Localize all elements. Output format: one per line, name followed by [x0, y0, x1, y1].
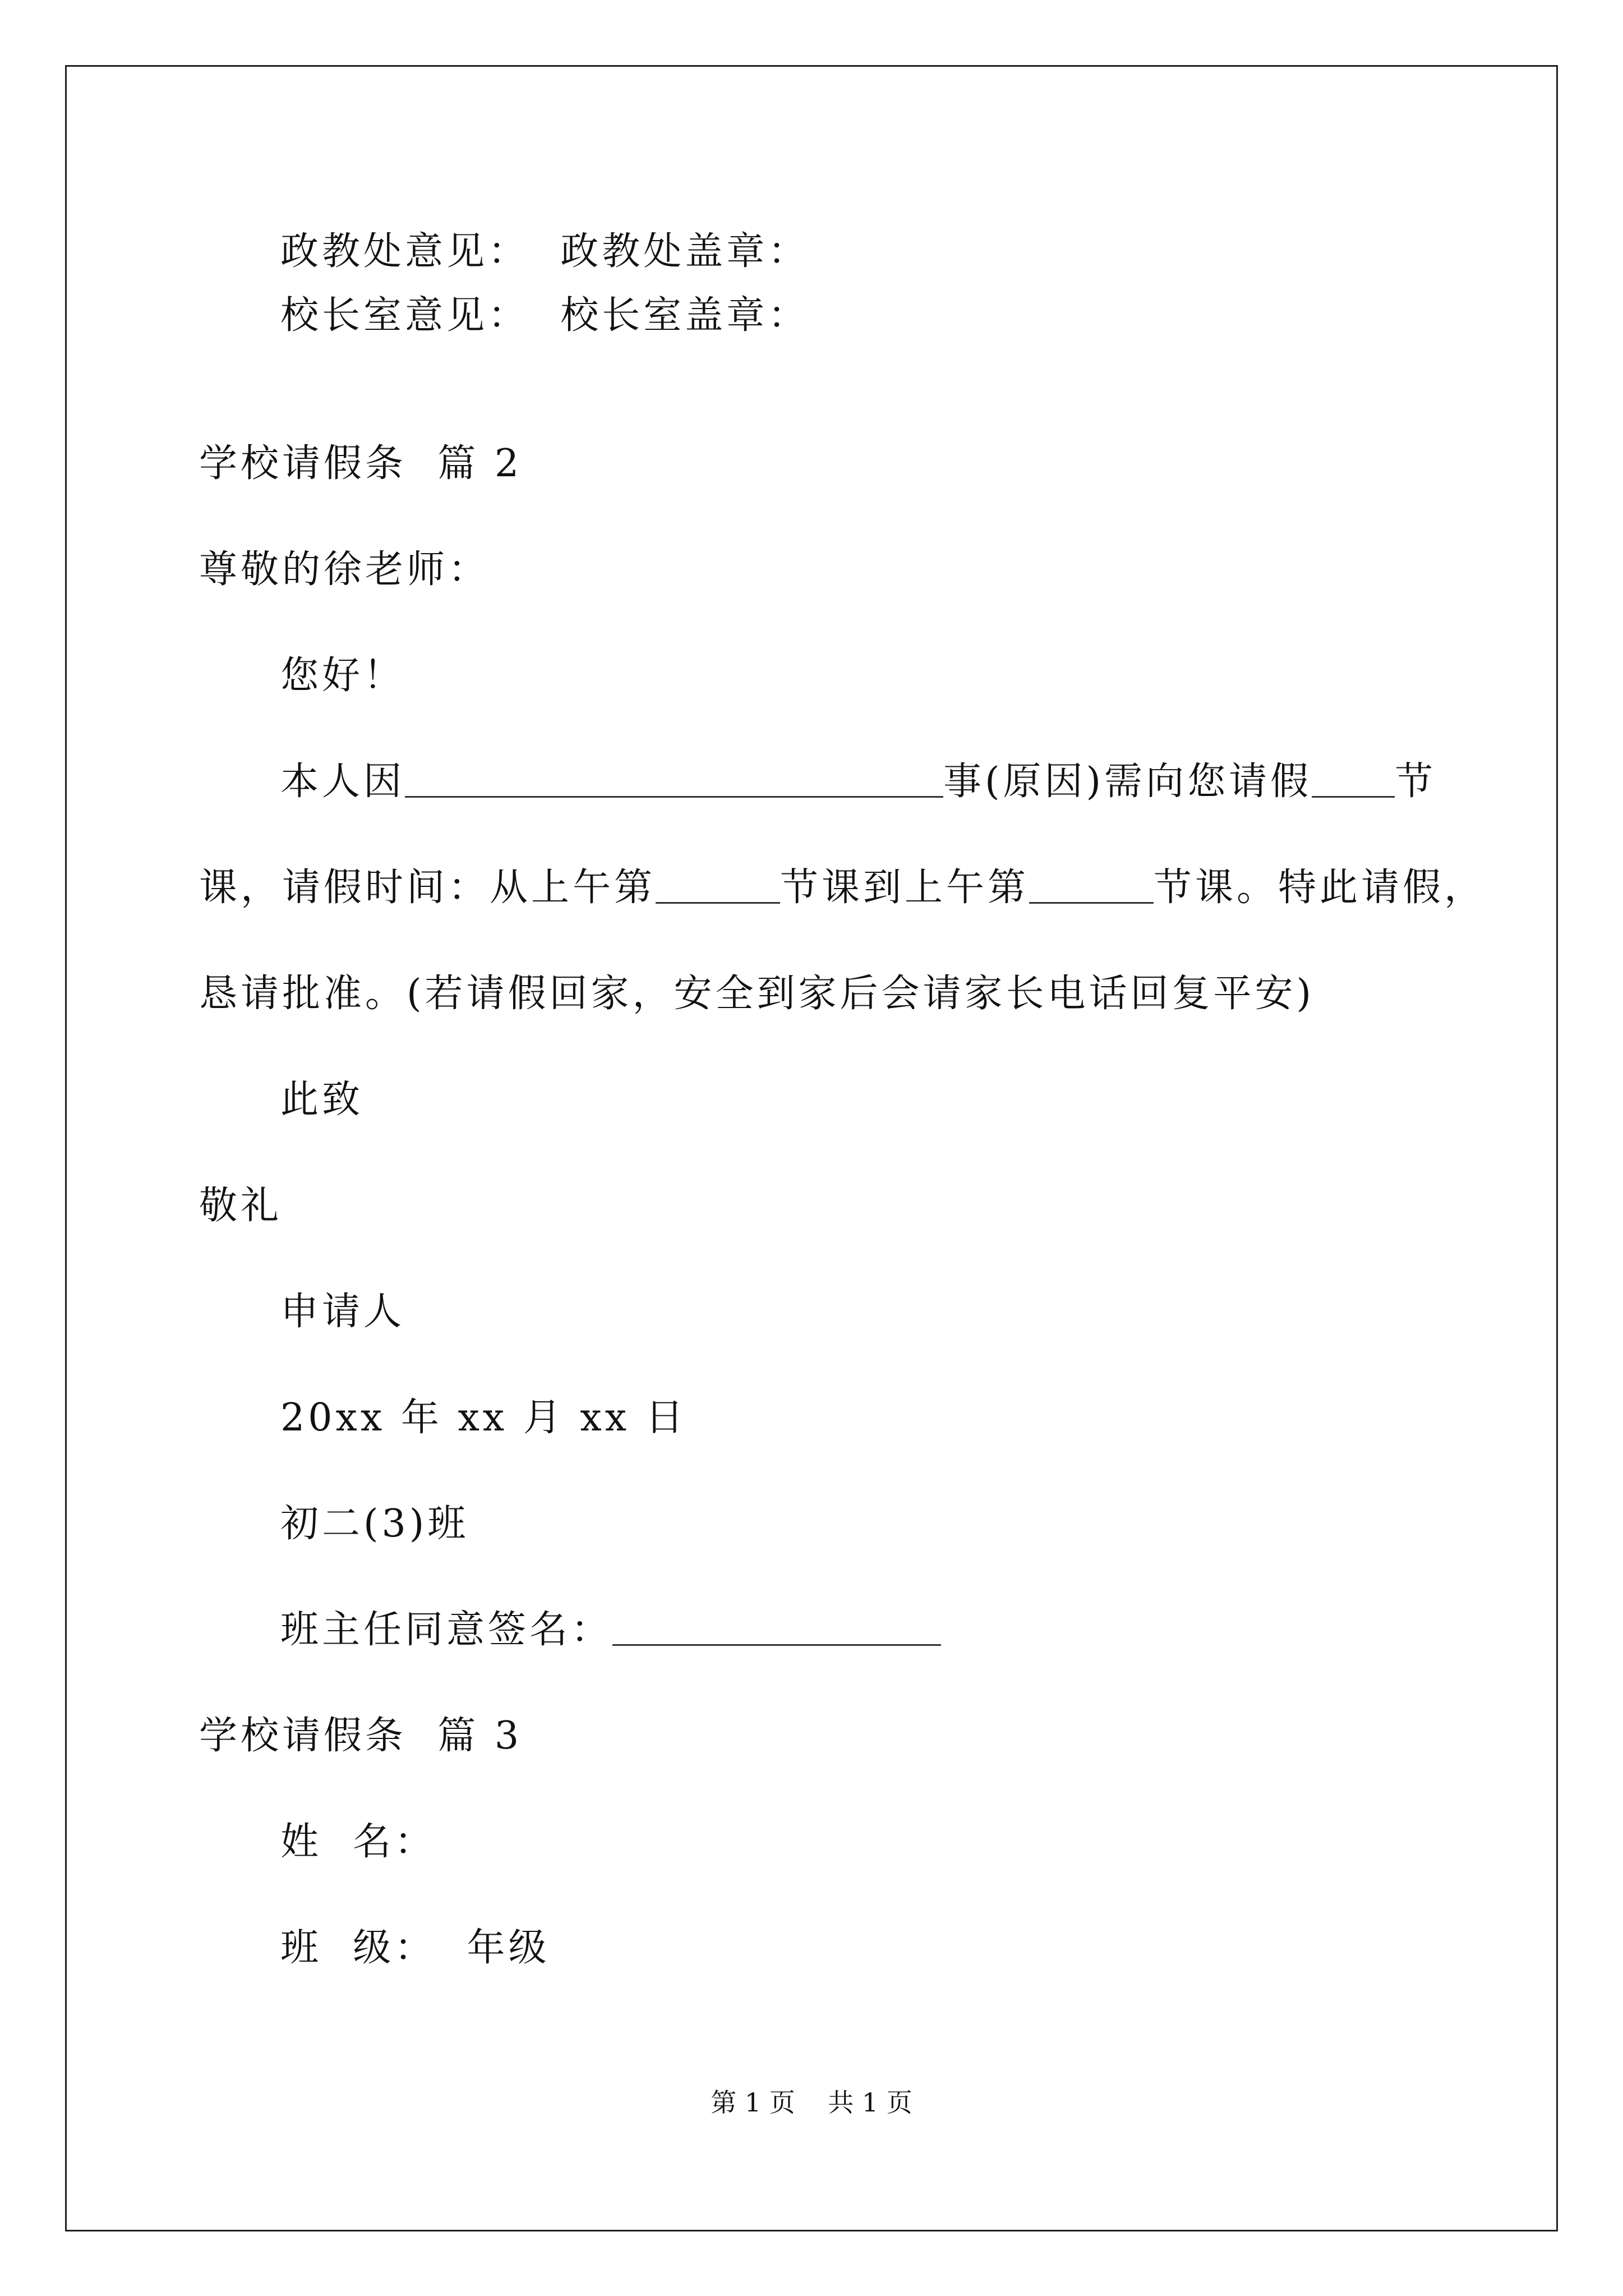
text-segment: 节课到上午第 [780, 866, 1030, 910]
name-field-label: 姓 名： [280, 1820, 436, 1864]
greeting: 您好！ [280, 654, 405, 698]
text-line: 政教处意见： 政教处盖章： [280, 229, 810, 274]
text-line: 恳请批准。(若请假回家，安全到家后会请家长电话回复平安) [199, 972, 1315, 1016]
text-segment: 节课。特此请假， [1154, 866, 1486, 910]
closing: 敬礼 [199, 1184, 283, 1228]
date-line: 20xx 年 xx 月 xx 日 [280, 1396, 687, 1440]
text-line [280, 757, 1436, 807]
section-heading: 学校请假条 篇 2 [199, 441, 523, 486]
text-segment: 班主任同意签名： [280, 1608, 613, 1652]
text-line [199, 863, 1486, 913]
fill-blank [656, 868, 780, 904]
salutation: 尊敬的徐老师： [199, 547, 490, 592]
page-border [65, 65, 1558, 2231]
signature-blank [612, 1611, 941, 1646]
page-footer: 第 1 页 共 1 页 [711, 2087, 912, 2118]
fill-blank [1029, 868, 1154, 904]
text-segment: 节 [1395, 760, 1437, 804]
applicant-label: 申请人 [280, 1290, 405, 1334]
closing: 此致 [280, 1078, 364, 1122]
text-segment: 课，请假时间：从上午第 [199, 866, 656, 910]
fill-blank [1312, 762, 1395, 798]
text-line: 校长室意见： 校长室盖章： [280, 293, 810, 338]
text-segment: 事(原因)需向您请假 [943, 760, 1312, 804]
text-segment: 本人因 [280, 760, 405, 804]
fill-blank [405, 762, 943, 798]
section-heading: 学校请假条 篇 3 [199, 1714, 523, 1758]
class-line: 初二(3)班 [280, 1502, 469, 1546]
signature-line [280, 1605, 941, 1655]
class-field-label: 班 级： 年级 [280, 1926, 550, 1970]
